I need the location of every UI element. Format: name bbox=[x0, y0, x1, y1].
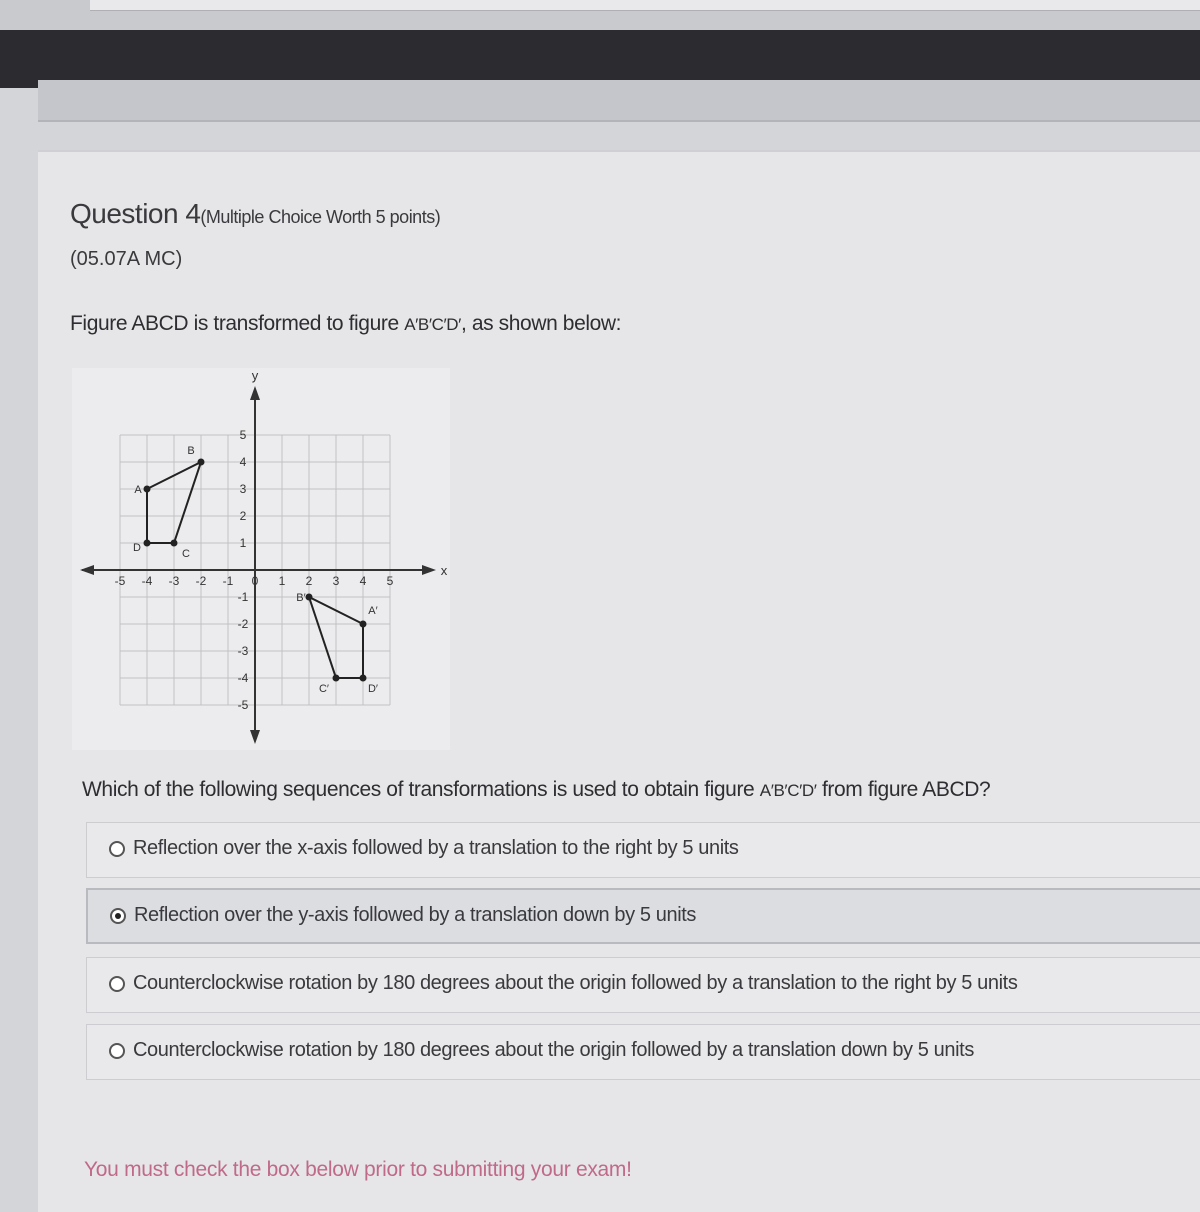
figure-prime-vertex-B bbox=[306, 594, 313, 601]
x-tick-label: -4 bbox=[141, 574, 153, 588]
y-axis-label: y bbox=[251, 368, 259, 383]
answer-option-4[interactable] bbox=[86, 1024, 1200, 1080]
option-label: Reflection over the y-axis followed by a translation down by 5 units bbox=[134, 904, 696, 926]
x-tick-label: -3 bbox=[168, 574, 180, 588]
x-tick-label: -2 bbox=[195, 574, 207, 588]
vertex-label-C: C bbox=[182, 548, 190, 560]
figure-prime-vertex-D bbox=[360, 675, 367, 682]
question-text bbox=[70, 312, 621, 336]
y-tick-label: -5 bbox=[237, 698, 249, 712]
y-tick-label: 4 bbox=[239, 455, 247, 469]
question-figure-prime: A′B′C′D′ bbox=[404, 315, 461, 334]
y-tick-label: -4 bbox=[237, 671, 249, 685]
figure-abcd-vertex-B bbox=[198, 459, 205, 466]
vertex-label-A: A bbox=[134, 484, 142, 496]
figure-prime-vertex-A bbox=[360, 621, 367, 628]
option-label: Counterclockwise rotation by 180 degrees about the origin followed by a translation down by 5 units bbox=[133, 1039, 974, 1061]
coordinate-graph bbox=[72, 368, 450, 750]
radio-button-option-1[interactable] bbox=[109, 841, 125, 857]
question-code: (05.07A MC) bbox=[70, 248, 183, 270]
x-tick-label: 2 bbox=[305, 574, 313, 588]
vertex-label-B: B bbox=[187, 445, 195, 457]
y-tick-label: 5 bbox=[239, 428, 247, 442]
x-tick-label: 3 bbox=[332, 574, 340, 588]
prompt-before: Which of the following sequences of transformations is used to obtain figure bbox=[82, 778, 755, 801]
vertex-label-C-prime: C′ bbox=[318, 683, 330, 695]
y-tick-label: 3 bbox=[239, 482, 247, 496]
question-title bbox=[70, 198, 440, 230]
y-tick-label: 1 bbox=[239, 536, 247, 550]
y-tick-label: -1 bbox=[237, 590, 249, 604]
address-bar-area bbox=[90, 0, 1200, 11]
option-label: Reflection over the x-axis followed by a translation to the right by 5 units bbox=[133, 837, 739, 859]
browser-top-strip bbox=[0, 0, 1200, 30]
prompt-after: from figure ABCD? bbox=[822, 778, 991, 801]
vertex-label-B-prime: B′ bbox=[296, 592, 306, 604]
figure-prime-vertex-C bbox=[333, 675, 340, 682]
figure-abcd-vertex-D bbox=[144, 540, 151, 547]
x-axis-label: x bbox=[440, 563, 448, 578]
x-tick-label: 5 bbox=[386, 574, 394, 588]
answer-option-2[interactable] bbox=[86, 888, 1200, 944]
figure-abcd-vertex-C bbox=[171, 540, 178, 547]
x-tick-label: 1 bbox=[278, 574, 286, 588]
radio-button-option-4[interactable] bbox=[109, 1043, 125, 1059]
x-axis-arrow-left bbox=[80, 565, 94, 575]
y-tick-label: -2 bbox=[237, 617, 249, 631]
x-tick-label: -5 bbox=[114, 574, 126, 588]
x-tick-label: 0 bbox=[251, 574, 259, 588]
figure-abcd-vertex-A bbox=[144, 486, 151, 493]
vertex-label-A-prime: A′ bbox=[368, 605, 378, 617]
graph-svg bbox=[72, 368, 450, 750]
prompt-figure-prime: A′B′C′D′ bbox=[759, 781, 817, 800]
y-axis-arrow-down bbox=[250, 730, 260, 744]
question-meta: (Multiple Choice Worth 5 points) bbox=[200, 207, 441, 227]
answer-option-3[interactable] bbox=[86, 957, 1200, 1013]
question-prompt bbox=[82, 778, 990, 802]
y-tick-label: -3 bbox=[237, 644, 249, 658]
question-number: Question 4 bbox=[70, 198, 201, 229]
answer-option-1[interactable] bbox=[86, 822, 1200, 878]
exam-nav-bar bbox=[38, 80, 1200, 122]
vertex-label-D-prime: D′ bbox=[367, 683, 379, 695]
radio-button-option-2[interactable] bbox=[110, 908, 126, 924]
vertex-label-D: D bbox=[133, 542, 141, 554]
x-tick-label: -1 bbox=[222, 574, 234, 588]
x-tick-label: 4 bbox=[359, 574, 367, 588]
y-tick-label: 2 bbox=[239, 509, 247, 523]
option-label: Counterclockwise rotation by 180 degrees about the origin followed by a translation to the right by 5 units bbox=[133, 972, 1018, 994]
radio-button-option-3[interactable] bbox=[109, 976, 125, 992]
question-text-after: , as shown below: bbox=[460, 312, 622, 335]
x-axis-arrow-right bbox=[422, 565, 436, 575]
question-text-before: Figure ABCD is transformed to figure bbox=[70, 312, 399, 335]
y-axis-arrow-up bbox=[250, 386, 260, 400]
submit-warning: You must check the box below prior to submitting your exam! bbox=[84, 1158, 632, 1181]
